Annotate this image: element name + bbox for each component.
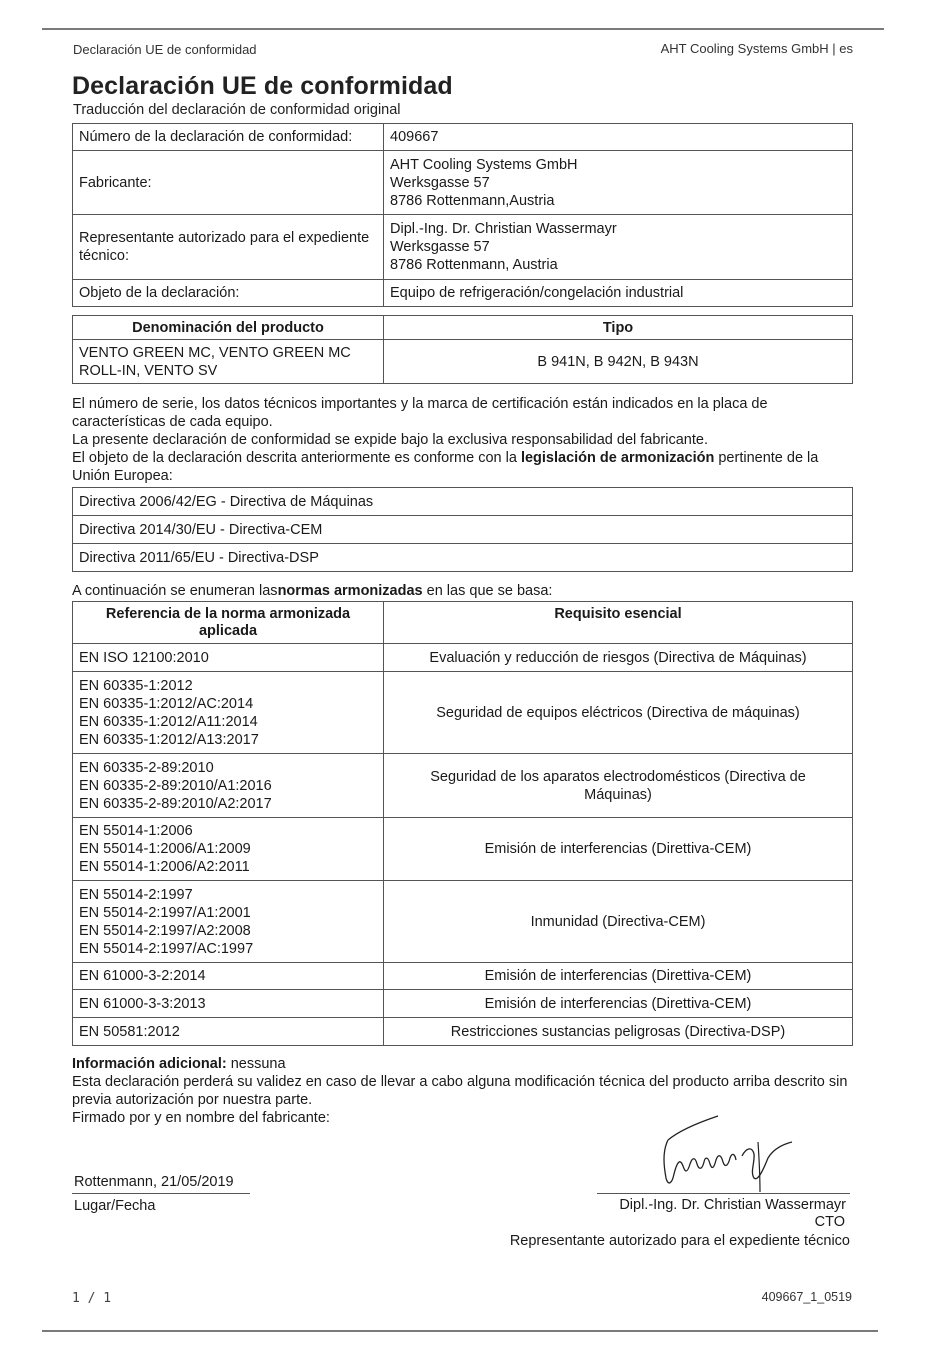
norm-requirement: Inmunidad (Directiva-CEM) <box>384 881 853 963</box>
statement-text: El objeto de la declaración descrita anteriormente es conforme con la <box>72 450 521 466</box>
norm-refs <box>73 672 384 754</box>
norm-refs <box>73 881 384 963</box>
object-label: Objeto de la declaración: <box>73 280 384 307</box>
norm-ref: EN 55014-1:2006/A1:2009 <box>79 841 251 857</box>
document-id: 409667_1_0519 <box>761 1290 852 1304</box>
representative-line: Dipl.-Ing. Dr. Christian Wassermayr <box>390 221 617 237</box>
product-type: B 941N, B 942N, B 943N <box>384 340 853 384</box>
additional-line: Firmado por y en nombre del fabricante: <box>72 1110 330 1126</box>
norm-refs <box>73 990 384 1018</box>
representative-value <box>384 215 853 280</box>
representative-label: Representante autorizado para el expediente técnico: <box>73 215 384 280</box>
product-row <box>73 340 853 384</box>
norm-row <box>73 754 853 818</box>
manufacturer-line: Werksgasse 57 <box>390 174 490 191</box>
manufacturer-value <box>384 151 853 215</box>
signer-name: Dipl.-Ing. Dr. Christian Wassermayr <box>619 1197 846 1213</box>
directive-item: Directiva 2011/65/EU - Directiva-DSP <box>73 544 853 572</box>
page-subtitle: Traducción del declaración de conformidad original <box>73 102 401 118</box>
norm-ref: EN 60335-1:2012 <box>79 677 193 694</box>
norm-ref: EN 55014-2:1997/A2:2008 <box>79 922 251 939</box>
norm-ref: EN 55014-2:1997/A1:2001 <box>79 904 251 921</box>
norm-ref: EN 60335-2-89:2010 <box>79 759 214 776</box>
additional-label: Información adicional: <box>72 1056 227 1072</box>
manufacturer-line: 8786 Rottenmann,Austria <box>390 192 555 209</box>
norm-requirement: Seguridad de los aparatos electrodomésticos (Directiva de Máquinas) <box>384 754 853 818</box>
norm-refs <box>73 644 384 672</box>
declaration-info-table <box>72 123 853 307</box>
statement-paragraph <box>72 395 852 485</box>
header-right: AHT Cooling Systems GmbH | es <box>660 41 853 56</box>
top-rule <box>42 28 884 30</box>
norms-intro-text: A continuación se enumeran las <box>72 583 278 599</box>
norm-row <box>73 1018 853 1046</box>
product-header-row <box>73 316 853 340</box>
norm-row <box>73 881 853 963</box>
norm-row <box>73 990 853 1018</box>
norm-ref: EN 55014-1:2006 <box>79 823 193 839</box>
directive-item: Directiva 2014/30/EU - Directiva-CEM <box>73 516 853 544</box>
norm-ref: EN 55014-1:2006/A2:2011 <box>79 859 250 875</box>
manufacturer-line: AHT Cooling Systems GmbH <box>390 156 578 173</box>
representative-line: Werksgasse 57 <box>390 239 490 255</box>
norm-requirement: Evaluación y reducción de riesgos (Directiva de Máquinas) <box>384 644 853 672</box>
additional-line <box>72 1055 852 1073</box>
place-date-rule <box>72 1193 250 1194</box>
norm-row <box>73 818 853 881</box>
representative-line: 8786 Rottenmann, Austria <box>390 257 558 273</box>
directive-row <box>73 544 853 572</box>
norm-ref: EN 55014-2:1997 <box>79 886 193 903</box>
norm-requirement: Emisión de interferencias (Direttiva-CEM) <box>384 818 853 881</box>
signer-representative: Representante autorizado para el expediente técnico <box>509 1233 850 1249</box>
bottom-rule <box>42 1330 878 1332</box>
norm-reference-header: Referencia de la norma armonizada aplicada <box>73 602 384 644</box>
norms-table <box>72 601 853 1046</box>
norm-refs <box>73 754 384 818</box>
page-title: Declaración UE de conformidad <box>72 72 453 100</box>
requirement-header: Requisito esencial <box>384 602 853 644</box>
norms-intro-text: en las que se basa: <box>422 583 553 599</box>
header-left: Declaración UE de conformidad <box>73 42 257 57</box>
product-type-header: Tipo <box>384 316 853 340</box>
norm-ref: EN 60335-2-89:2010/A2:2017 <box>79 795 272 812</box>
product-table <box>72 315 853 384</box>
norms-header-row <box>73 602 853 644</box>
product-name: VENTO GREEN MC, VENTO GREEN MC ROLL-IN, VENTO SV <box>73 340 384 384</box>
directive-row <box>73 488 853 516</box>
manufacturer-label: Fabricante: <box>73 151 384 215</box>
object-value: Equipo de refrigeración/congelación industrial <box>384 280 853 307</box>
statement-line: La presente declaración de conformidad se expide bajo la exclusiva responsabilidad del fabricante. <box>72 432 708 448</box>
norm-ref: EN 61000-3-2:2014 <box>79 968 206 984</box>
norm-ref: EN 60335-1:2012/AC:2014 <box>79 695 254 712</box>
norm-ref: EN 60335-1:2012/A11:2014 <box>79 713 258 730</box>
additional-line: Esta declaración perderá su validez en caso de llevar a cabo alguna modificación técnica del producto arriba descrito sin previa autorización por nuestra parte. <box>72 1074 848 1108</box>
norms-intro-bold: normas armonizadas <box>277 583 423 599</box>
norm-refs <box>73 963 384 990</box>
norm-ref: EN 60335-2-89:2010/A1:2016 <box>79 777 272 794</box>
place-date-label: Lugar/Fecha <box>74 1198 156 1214</box>
directive-row <box>73 516 853 544</box>
norm-ref: EN 55014-2:1997/AC:1997 <box>79 940 254 957</box>
norm-requirement: Emisión de interferencias (Direttiva-CEM) <box>384 963 853 990</box>
signer-role: CTO <box>814 1214 845 1230</box>
number-label: Número de la declaración de conformidad: <box>73 124 384 151</box>
norm-ref: EN 50581:2012 <box>79 1023 180 1040</box>
norm-ref: EN 61000-3-3:2013 <box>79 995 206 1012</box>
place-date: Rottenmann, 21/05/2019 <box>74 1174 234 1190</box>
norm-row <box>73 672 853 754</box>
norms-intro <box>72 582 852 600</box>
norm-ref: EN 60335-1:2012/A13:2017 <box>79 731 259 748</box>
number-value: 409667 <box>384 124 853 151</box>
norm-row <box>73 644 853 672</box>
directive-item: Directiva 2006/42/EG - Directiva de Máquinas <box>73 488 853 516</box>
info-row-object <box>73 280 853 307</box>
additional-value: nessuna <box>226 1056 286 1072</box>
statement-text: pertinente de la Unión Europea: <box>72 450 819 484</box>
handwritten-signature <box>650 1112 800 1197</box>
norm-refs <box>73 1018 384 1046</box>
norm-refs <box>73 818 384 881</box>
info-row-manufacturer <box>73 151 853 215</box>
norm-requirement: Emisión de interferencias (Direttiva-CEM) <box>384 990 853 1018</box>
norm-ref: EN ISO 12100:2010 <box>79 649 209 666</box>
statement-line: El número de serie, los datos técnicos importantes y la marca de certificación están indicados en la placa de características de cada equipo. <box>72 396 768 430</box>
directives-table <box>72 487 853 572</box>
norm-row <box>73 963 853 990</box>
info-row-representative <box>73 215 853 280</box>
product-name-header: Denominación del producto <box>73 316 384 340</box>
page-number: 1 / 1 <box>72 1291 112 1306</box>
statement-bold: legislación de armonización <box>520 450 715 466</box>
norm-requirement: Seguridad de equipos eléctricos (Directiva de máquinas) <box>384 672 853 754</box>
norm-requirement: Restricciones sustancias peligrosas (Directiva-DSP) <box>384 1018 853 1046</box>
statement-line <box>72 449 852 485</box>
info-row-number <box>73 124 853 151</box>
signature-rule <box>597 1193 850 1194</box>
